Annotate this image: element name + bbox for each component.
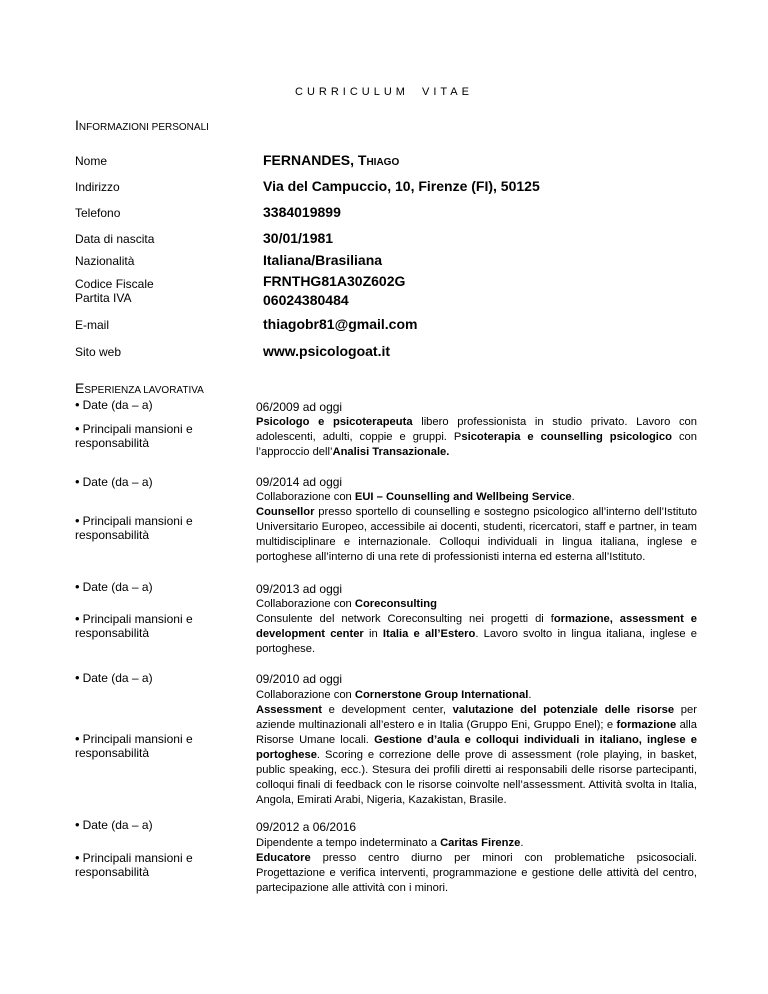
value-codice-fiscale: FRNTHG81A30Z602G [263, 273, 406, 289]
job-description: Dipendente a tempo indeterminato a Caritas Firenze. Educatore presso centro diurno per minori con problematiche psicosociali. Progettazione e verifica interventi, programmazione e gestione delle attività del centro, partecipazione alle attività con i minori. [256, 837, 697, 894]
value-sito-web: www.psicologoat.it [263, 343, 391, 359]
date-label: • Date (da – a) [75, 579, 153, 594]
label-partita-iva: Partita IVA [75, 291, 132, 305]
label-telefono: Telefono [75, 206, 121, 220]
value-partita-iva: 06024380484 [263, 292, 349, 308]
date-label: • Date (da – a) [75, 397, 153, 412]
date-label: • Date (da – a) [75, 670, 153, 685]
date-label: • Date (da – a) [75, 817, 153, 832]
job-description: Collaborazione con Cornerstone Group International. Assessment e development center, valutazione del potenziale delle risorse per aziende multinazionali all’estero e in Italia (Gruppo Eni, Gruppo Enel); e formazione alla Risorse Umane locali. Gestione d’aula e colloqui individuali in italiano, inglese e portoghese. Scoring e correzione delle prove di assessment (role playing, in basket, public speaking, ecc.). Stesura dei profili diretti ai responsabili delle risorse partecipanti, colloqui finali di feedback con le risorse coinvolte nell’assessment. Attività svolta in Italia, Angola, Emirati Arabi, Nigeria, Kazakistan, Brasile. [256, 689, 697, 806]
value-telefono: 3384019899 [263, 204, 341, 220]
value-email: thiagobr81@gmail.com [263, 316, 418, 332]
label-sito-web: Sito web [75, 345, 122, 359]
label-nome: Nome [75, 154, 108, 168]
value-nome: FERNANDES, THIAGO [263, 152, 400, 168]
section-heading-experience: ESPERIENZA LAVORATIVA [75, 380, 204, 396]
job-description: Collaborazione con Coreconsulting Consulente del network Coreconsulting nei progetti di formazione, assessment e development center in Italia e all’Estero. Lavoro svolto in lingua italiana, inglese e portoghese. [256, 598, 697, 655]
date-label: • Date (da – a) [75, 474, 153, 489]
label-email: E-mail [75, 318, 110, 332]
duty-label: • Principali mansioni e responsabilità [75, 421, 193, 450]
job-description: Psicologo e psicoterapeuta libero professionista in studio privato. Lavoro con adolescenti, adulti, coppie e gruppi. Psicoterapia e counselling psicologico con l’approccio dell’Analisi Transazionale. [256, 416, 697, 458]
value-data-nascita: 30/01/1981 [263, 230, 334, 246]
duty-label: • Principali mansioni e responsabilità [75, 731, 193, 760]
job-date: 09/2014 ad oggi [256, 475, 343, 489]
job-date: 06/2009 ad oggi [256, 400, 343, 414]
document-title: CURRICULUM VITAE [295, 86, 473, 98]
section-heading-personal: INFORMAZIONI PERSONALI [75, 117, 209, 133]
label-codice-fiscale: Codice Fiscale [75, 277, 154, 291]
label-nazionalita: Nazionalità [75, 254, 135, 268]
value-indirizzo: Via del Campuccio, 10, Firenze (FI), 50125 [263, 178, 540, 194]
value-nazionalita: Italiana/Brasiliana [263, 252, 383, 268]
job-date: 09/2012 a 06/2016 [256, 820, 357, 834]
duty-label: • Principali mansioni e responsabilità [75, 513, 193, 542]
job-date: 09/2013 ad oggi [256, 582, 343, 596]
label-indirizzo: Indirizzo [75, 180, 120, 194]
duty-label: • Principali mansioni e responsabilità [75, 611, 193, 640]
job-date: 09/2010 ad oggi [256, 672, 343, 686]
label-data-nascita: Data di nascita [75, 232, 155, 246]
job-description: Collaborazione con EUI – Counselling and Wellbeing Service. Counsellor presso sportello di counselling e sostegno psicologico all’interno dell’Istituto Universitario Europeo, accessibile ai docenti, studenti, ricercatori, staff e partner, in team multidisciplinare e internazionale. Colloqui individuali in lingua italiana, inglese e portoghese all’interno di una rete di professionisti interna ed esterna all’Istituto. [256, 491, 697, 563]
duty-label: • Principali mansioni e responsabilità [75, 850, 193, 879]
